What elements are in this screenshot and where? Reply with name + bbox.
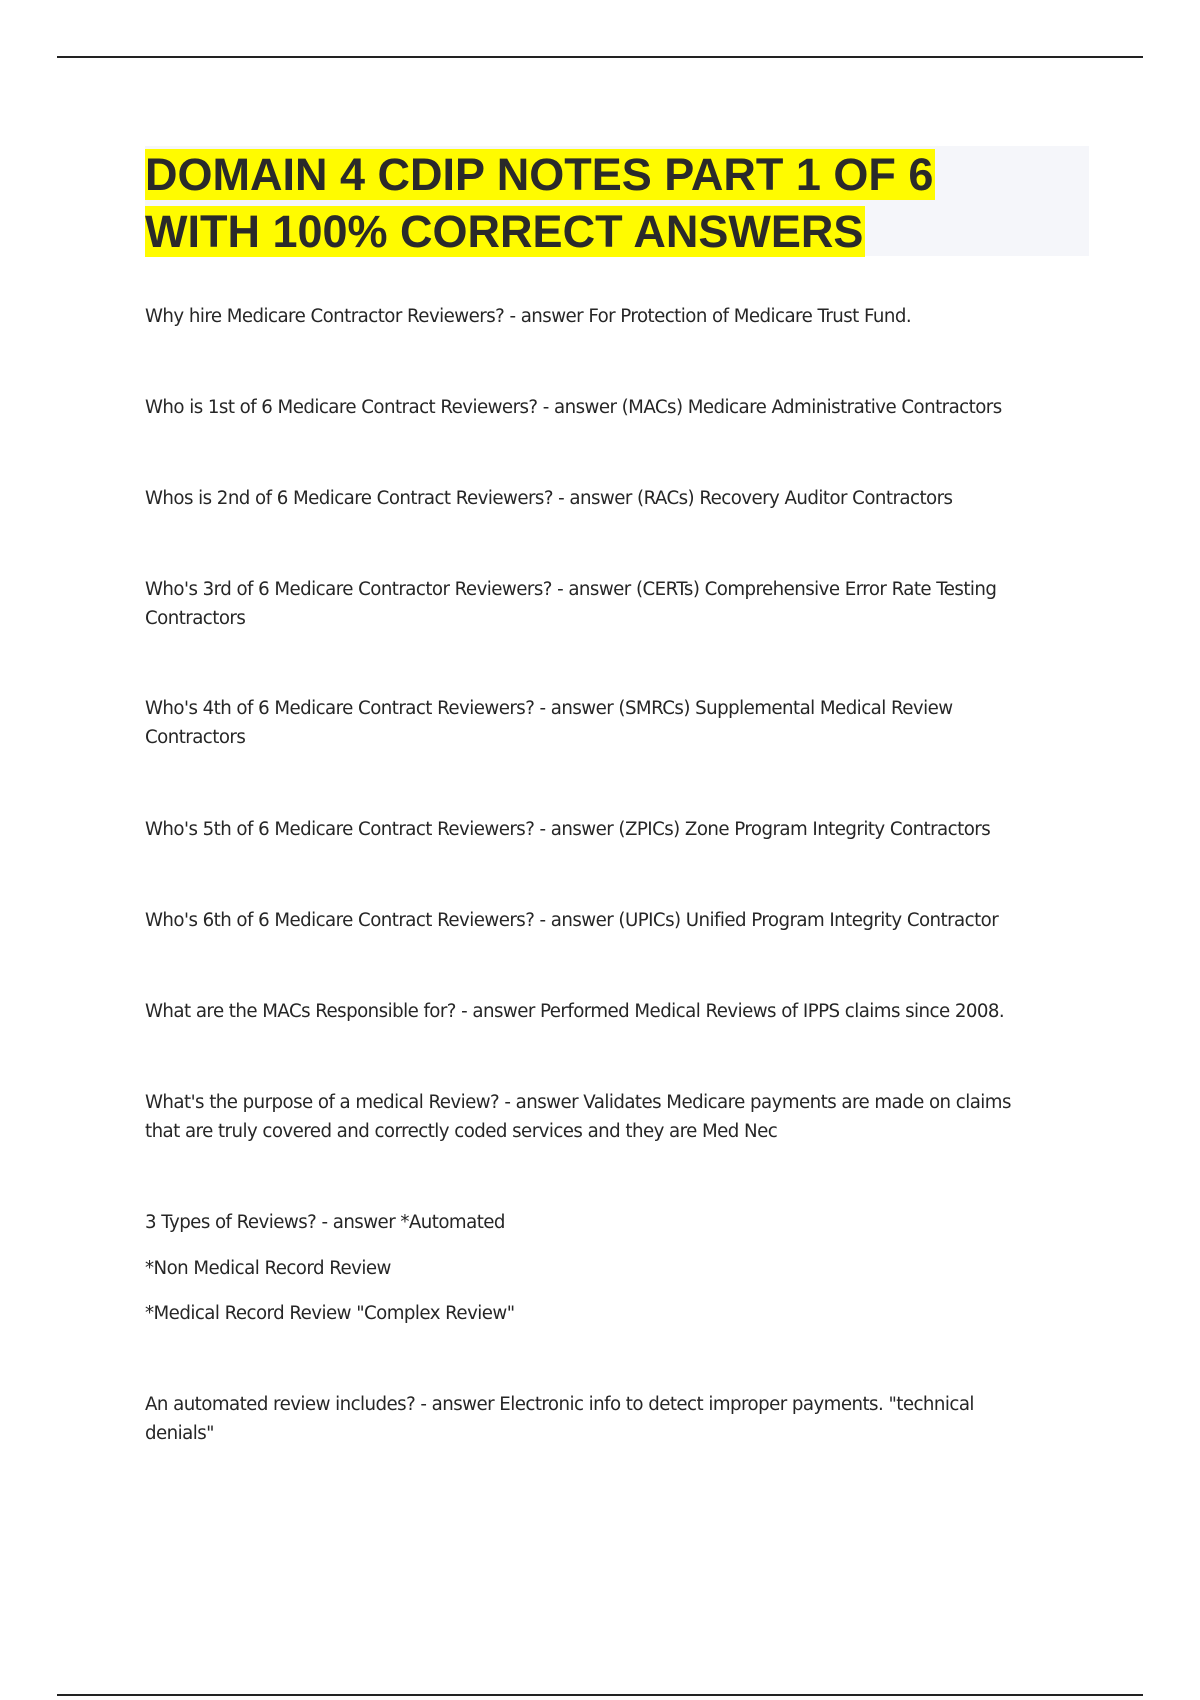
qa-item-10: 3 Types of Reviews? - answer *Automated *Non Medical Record Review *Medical Record Review "Complex Review" xyxy=(145,1212,515,1324)
title-block xyxy=(145,146,1089,256)
qa-item-9: What's the purpose of a medical Review? - answer Validates Medicare payments are made on claims that are truly covered and correctly coded services and they are Med Nec xyxy=(145,1092,1011,1142)
qa-item-3: Whos is 2nd of 6 Medicare Contract Reviewers? - answer (RACs) Recovery Auditor Contractors xyxy=(145,488,953,509)
title-line-1: DOMAIN 4 CDIP NOTES PART 1 OF 6 xyxy=(145,149,934,200)
qa-item-7: Who's 6th of 6 Medicare Contract Reviewers? - answer (UPICs) Unified Program Integrity Contractor xyxy=(145,910,999,931)
document-title xyxy=(145,146,1089,260)
bottom-rule xyxy=(57,1694,1143,1696)
qa-item-5: Who's 4th of 6 Medicare Contract Reviewers? - answer (SMRCs) Supplemental Medical Review Contractors xyxy=(145,698,953,748)
qa-item-11: An automated review includes? - answer Electronic info to detect improper payments. "technical denials" xyxy=(145,1394,974,1444)
qa-item-8: What are the MACs Responsible for? - answer Performed Medical Reviews of IPPS claims since 2008. xyxy=(145,1001,1005,1022)
qa-item-6: Who's 5th of 6 Medicare Contract Reviewers? - answer (ZPICs) Zone Program Integrity Contractors xyxy=(145,819,991,840)
qa-item-2: Who is 1st of 6 Medicare Contract Reviewers? - answer (MACs) Medicare Administrative Contractors xyxy=(145,397,1002,418)
qa-item-1: Why hire Medicare Contractor Reviewers? - answer For Protection of Medicare Trust Fund. xyxy=(145,306,912,327)
title-line-2: WITH 100% CORRECT ANSWERS xyxy=(145,206,864,257)
qa-item-4: Who's 3rd of 6 Medicare Contractor Reviewers? - answer (CERTs) Comprehensive Error Rate Testing Contractors xyxy=(145,579,997,629)
top-rule xyxy=(57,56,1143,58)
